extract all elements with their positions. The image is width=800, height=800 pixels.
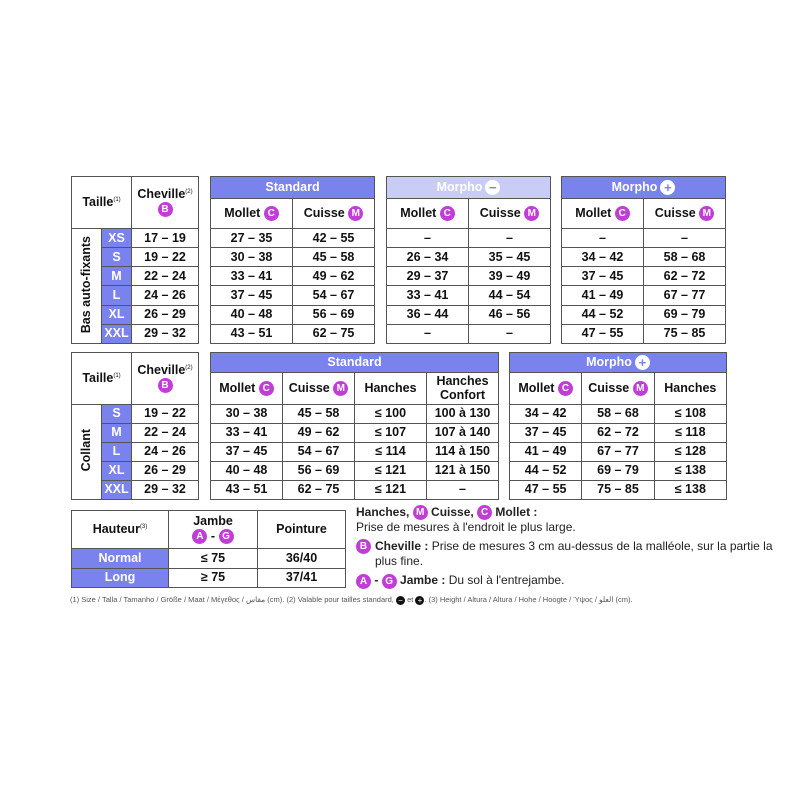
hanches-cell: ≤ 138 — [654, 481, 726, 500]
g-marker-icon: G — [382, 574, 397, 589]
category-label: Bas auto-fixants — [72, 229, 102, 344]
mollet-cell: 37 – 45 — [211, 286, 293, 305]
mollet-cell: 36 – 44 — [387, 305, 469, 324]
mollet-cell: 27 – 35 — [211, 229, 293, 248]
cuisse-cell: 49 – 62 — [283, 424, 355, 443]
table-morpho-plus-bas — [561, 176, 726, 344]
hanches-cell: ≤ 138 — [654, 462, 726, 481]
cuisse-header: Cuisse M — [582, 373, 654, 405]
b-marker-icon: B — [356, 539, 371, 554]
cuisse-cell: 62 – 75 — [283, 481, 355, 500]
cuisse-cell: – — [469, 229, 551, 248]
table-standard-collant — [210, 352, 499, 500]
cuisse-header: Cuisse M — [293, 199, 375, 229]
c-marker-icon: C — [558, 381, 573, 396]
mollet-cell: 30 – 38 — [211, 405, 283, 424]
cheville-cell: 26 – 29 — [132, 462, 199, 481]
size-cell: M — [102, 267, 132, 286]
mollet-cell: – — [387, 324, 469, 343]
cheville-cell: 22 – 24 — [132, 424, 199, 443]
mollet-cell: 37 – 45 — [211, 443, 283, 462]
cuisse-cell: – — [644, 229, 726, 248]
height-label: Long — [72, 568, 169, 588]
hanches-cell: ≤ 121 — [355, 481, 427, 500]
plus-icon: + — [635, 355, 650, 370]
size-cell: L — [102, 286, 132, 305]
cuisse-cell: 69 – 79 — [644, 305, 726, 324]
cuisse-cell: 44 – 54 — [469, 286, 551, 305]
cheville-header: Cheville$^{(2)}$ B — [132, 353, 199, 405]
m-marker-icon: M — [633, 381, 648, 396]
cuisse-cell: 45 – 58 — [293, 248, 375, 267]
jambe-header: Jambe A - G — [169, 511, 258, 549]
size-cell: S — [102, 248, 132, 267]
confort-cell: 107 à 140 — [427, 424, 499, 443]
height-label: Normal — [72, 549, 169, 569]
mollet-cell: 40 – 48 — [211, 305, 293, 324]
hanches-cell: ≤ 107 — [355, 424, 427, 443]
jambe-cell: ≥ 75 — [169, 568, 258, 588]
cuisse-cell: 45 – 58 — [283, 405, 355, 424]
cheville-cell: 17 – 19 — [132, 229, 199, 248]
mollet-cell: 26 – 34 — [387, 248, 469, 267]
mollet-cell: 30 – 38 — [211, 248, 293, 267]
mollet-cell: – — [562, 229, 644, 248]
g-marker-icon: G — [219, 529, 234, 544]
mollet-cell: 33 – 41 — [387, 286, 469, 305]
cuisse-cell: 56 – 69 — [293, 305, 375, 324]
mollet-cell: 43 – 51 — [211, 481, 283, 500]
plus-icon: + — [660, 180, 675, 195]
hanches-confort-header: Hanches Confort — [427, 373, 499, 405]
cuisse-cell: 62 – 72 — [644, 267, 726, 286]
minus-icon: − — [485, 180, 500, 195]
size-cell: XL — [102, 305, 132, 324]
taille-header: Taille$^{(1)}$ — [72, 177, 132, 229]
cuisse-cell: 58 – 68 — [582, 405, 654, 424]
mollet-header: Mollet C — [562, 199, 644, 229]
measurement-legend — [356, 505, 776, 593]
mollet-cell: 41 – 49 — [510, 443, 582, 462]
c-marker-icon: C — [440, 206, 455, 221]
size-cell: XXL — [102, 324, 132, 343]
cuisse-cell: – — [469, 324, 551, 343]
cuisse-cell: 62 – 72 — [582, 424, 654, 443]
hanches-header: Hanches — [355, 373, 427, 405]
hanches-cell: ≤ 128 — [654, 443, 726, 462]
cuisse-cell: 75 – 85 — [644, 324, 726, 343]
cheville-cell: 19 – 22 — [132, 405, 199, 424]
mollet-cell: 44 – 52 — [562, 305, 644, 324]
mollet-cell: 33 – 41 — [211, 424, 283, 443]
mollet-cell: 40 – 48 — [211, 462, 283, 481]
cheville-cell: 24 – 26 — [132, 286, 199, 305]
confort-cell: 114 à 150 — [427, 443, 499, 462]
mollet-cell: 33 – 41 — [211, 267, 293, 286]
mollet-cell: 37 – 45 — [562, 267, 644, 286]
table-morpho-plus-collant — [509, 352, 727, 500]
hanches-cell: ≤ 108 — [654, 405, 726, 424]
minus-icon: − — [396, 596, 405, 605]
c-marker-icon: C — [259, 381, 274, 396]
c-marker-icon: C — [264, 206, 279, 221]
pointure-cell: 36/40 — [258, 549, 346, 569]
confort-cell: – — [427, 481, 499, 500]
hanches-cell: ≤ 114 — [355, 443, 427, 462]
m-marker-icon: M — [413, 505, 428, 520]
cuisse-cell: 62 – 75 — [293, 324, 375, 343]
mollet-header: Mollet C — [211, 199, 293, 229]
mollet-header: Mollet C — [510, 373, 582, 405]
m-marker-icon: M — [524, 206, 539, 221]
standard-title: Standard — [211, 353, 499, 373]
legend-line-cheville: B Cheville : Prise de mesures 3 cm au-dessus de la malléole, sur la partie la plus fine. — [356, 539, 776, 569]
m-marker-icon: M — [699, 206, 714, 221]
mollet-cell: 37 – 45 — [510, 424, 582, 443]
legend-line-jambe: A - G Jambe : Du sol à l'entrejambe. — [356, 573, 776, 588]
confort-cell: 121 à 150 — [427, 462, 499, 481]
cuisse-cell: 67 – 77 — [582, 443, 654, 462]
mollet-cell: 34 – 42 — [510, 405, 582, 424]
cuisse-cell: 54 – 67 — [283, 443, 355, 462]
cuisse-header: Cuisse M — [283, 373, 355, 405]
mollet-cell: 47 – 55 — [510, 481, 582, 500]
taille-header: Taille$^{(1)}$ — [72, 353, 132, 405]
category-label: Collant — [72, 405, 102, 500]
hauteur-header: Hauteur$^{(3)}$ — [72, 511, 169, 549]
cuisse-cell: 67 – 77 — [644, 286, 726, 305]
table-height — [71, 510, 346, 588]
morpho-plus-title: Morpho + — [562, 177, 726, 199]
cheville-cell: 29 – 32 — [132, 481, 199, 500]
cheville-header: Cheville$^{(2)}$ B — [132, 177, 199, 229]
cheville-cell: 29 – 32 — [132, 324, 199, 343]
mollet-cell: 47 – 55 — [562, 324, 644, 343]
jambe-cell: ≤ 75 — [169, 549, 258, 569]
cheville-cell: 19 – 22 — [132, 248, 199, 267]
cuisse-cell: 39 – 49 — [469, 267, 551, 286]
m-marker-icon: M — [333, 381, 348, 396]
cuisse-cell: 69 – 79 — [582, 462, 654, 481]
mollet-header: Mollet C — [211, 373, 283, 405]
cuisse-cell: 46 – 56 — [469, 305, 551, 324]
cuisse-cell: 58 – 68 — [644, 248, 726, 267]
mollet-cell: 43 – 51 — [211, 324, 293, 343]
footnote: (1) Size / Talla / Tamanho / Größe / Maat / Μέγεθος / مقاس (cm). (2) Valable pour tailles standard, − et + . (3) Height / Altura / Altura / Hohe / Hoogte / Ύψος / العلو (cm). — [70, 595, 633, 605]
c-marker-icon: C — [477, 505, 492, 520]
cuisse-cell: 54 – 67 — [293, 286, 375, 305]
size-cell: XXL — [102, 481, 132, 500]
b-marker-icon: B — [158, 378, 173, 393]
hanches-cell: ≤ 118 — [654, 424, 726, 443]
size-cell: XS — [102, 229, 132, 248]
standard-title: Standard — [211, 177, 375, 199]
mollet-cell: 41 – 49 — [562, 286, 644, 305]
table-standard-bas — [210, 176, 375, 344]
morpho-minus-title: Morpho − — [387, 177, 551, 199]
mollet-header: Mollet C — [387, 199, 469, 229]
table-size-bas — [71, 176, 199, 344]
size-cell: XL — [102, 462, 132, 481]
cuisse-cell: 42 – 55 — [293, 229, 375, 248]
cuisse-header: Cuisse M — [469, 199, 551, 229]
a-marker-icon: A — [356, 574, 371, 589]
size-cell: L — [102, 443, 132, 462]
pointure-header: Pointure — [258, 511, 346, 549]
plus-icon: + — [415, 596, 424, 605]
c-marker-icon: C — [615, 206, 630, 221]
cheville-cell: 22 – 24 — [132, 267, 199, 286]
size-cell: S — [102, 405, 132, 424]
m-marker-icon: M — [348, 206, 363, 221]
hanches-cell: ≤ 100 — [355, 405, 427, 424]
cheville-cell: 26 – 29 — [132, 305, 199, 324]
table-size-collant — [71, 352, 199, 500]
cuisse-cell: 49 – 62 — [293, 267, 375, 286]
mollet-cell: 29 – 37 — [387, 267, 469, 286]
mollet-cell: 44 – 52 — [510, 462, 582, 481]
cuisse-cell: 56 – 69 — [283, 462, 355, 481]
morpho-plus-title: Morpho + — [510, 353, 727, 373]
mollet-cell: – — [387, 229, 469, 248]
cuisse-cell: 75 – 85 — [582, 481, 654, 500]
hanches-header: Hanches — [654, 373, 726, 405]
cuisse-header: Cuisse M — [644, 199, 726, 229]
hanches-cell: ≤ 121 — [355, 462, 427, 481]
size-cell: M — [102, 424, 132, 443]
confort-cell: 100 à 130 — [427, 405, 499, 424]
a-marker-icon: A — [192, 529, 207, 544]
b-marker-icon: B — [158, 202, 173, 217]
cheville-cell: 24 – 26 — [132, 443, 199, 462]
legend-line-hanches: Hanches, M Cuisse, C Mollet : Prise de mesures à l'endroit le plus large. — [356, 505, 576, 535]
mollet-cell: 34 – 42 — [562, 248, 644, 267]
pointure-cell: 37/41 — [258, 568, 346, 588]
cuisse-cell: 35 – 45 — [469, 248, 551, 267]
table-morpho-minus — [386, 176, 551, 344]
